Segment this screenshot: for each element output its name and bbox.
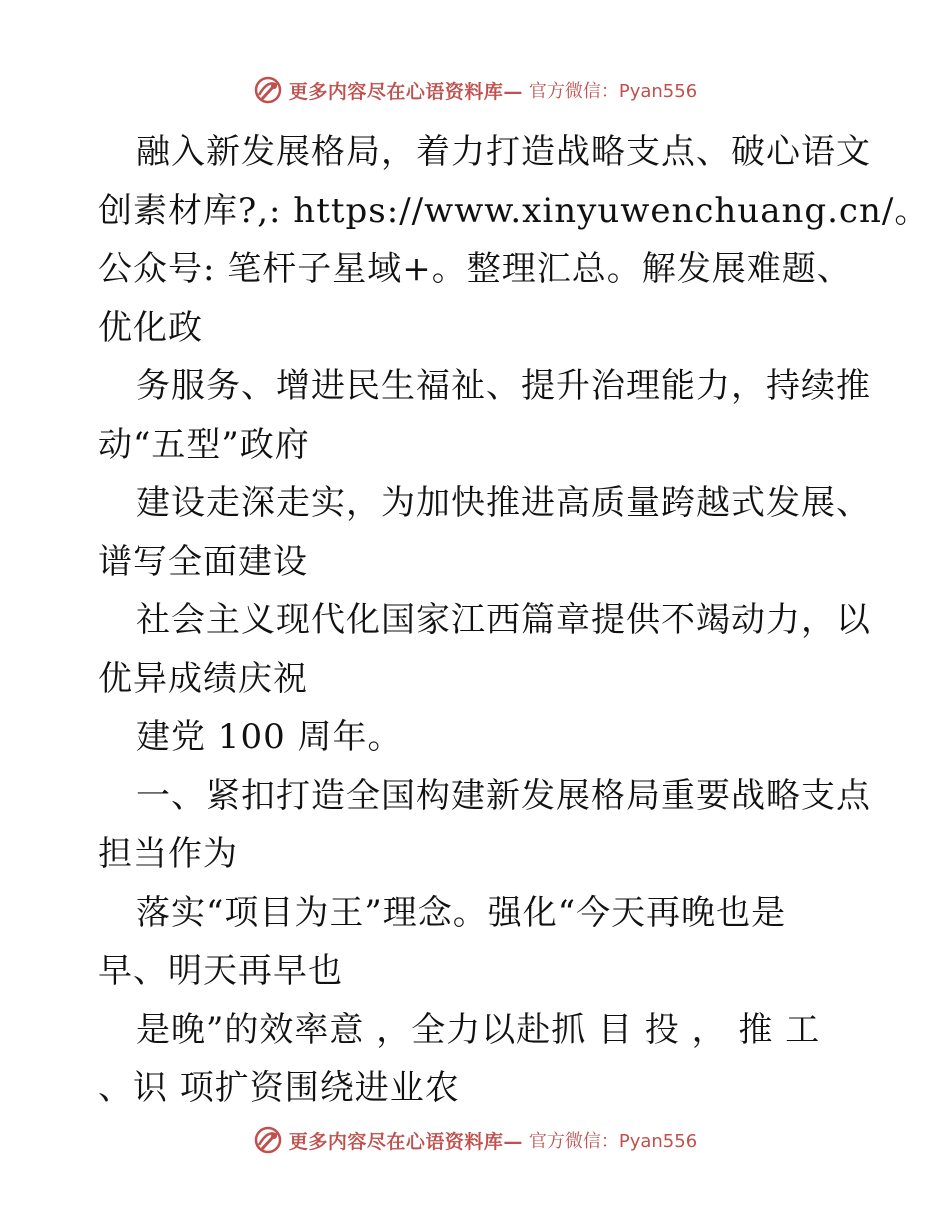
body-line: 建党 100 周年。 (136, 717, 403, 757)
body-line: 务服务、增进民生福祉、提升治理能力，持续推 (136, 366, 871, 406)
library-logo-icon (253, 75, 283, 105)
watermark-banner-top (0, 70, 950, 110)
body-line: 社会主义现代化国家江西篇章提供不竭动力，以 (136, 600, 871, 640)
body-line: 是晚”的效率意 ，全力以赴抓 目 投 ， 推 工 (136, 1009, 821, 1050)
body-line: 担当作为 (98, 834, 238, 874)
body-line: 优化政 (98, 307, 203, 348)
body-line: 早、明天再早也 (98, 951, 343, 991)
watermark-main-text: 更多内容尽在心语资料库— (288, 80, 523, 103)
body-line: 、识 项扩资围绕进业农 (98, 1068, 460, 1108)
document-body (98, 123, 930, 1118)
body-line: 建设走深走实，为加快推进高质量跨越式发展、 (136, 483, 871, 523)
watermark-sub-text: 官方微信：Pyan556 (528, 81, 698, 102)
library-logo-icon (253, 1125, 283, 1155)
body-line: 融入新发展格局，着力打造战略支点、破心语文 (136, 132, 871, 172)
watermark-sub-text: 官方微信：Pyan556 (528, 1131, 698, 1152)
watermark-main-text: 更多内容尽在心语资料库— (288, 1130, 523, 1153)
body-line: 谱写全面建设 (98, 541, 308, 582)
body-line: 动“五型”政府 (98, 424, 310, 465)
body-line: 优异成绩庆祝 (98, 658, 308, 699)
section-heading: 一、紧扣打造全国构建新发展格局重要战略支点 (136, 775, 871, 816)
body-line: 落实“项目为王”理念。强化“今天再晚也是 (136, 892, 787, 933)
watermark-banner-bottom (0, 1120, 950, 1160)
body-line: 公众号: 笔杆子星域+。整理汇总。解发展难题、 (98, 249, 852, 289)
body-line: 创素材库?,: https://www.xinyuwenchuang.cn/。 (98, 190, 930, 231)
